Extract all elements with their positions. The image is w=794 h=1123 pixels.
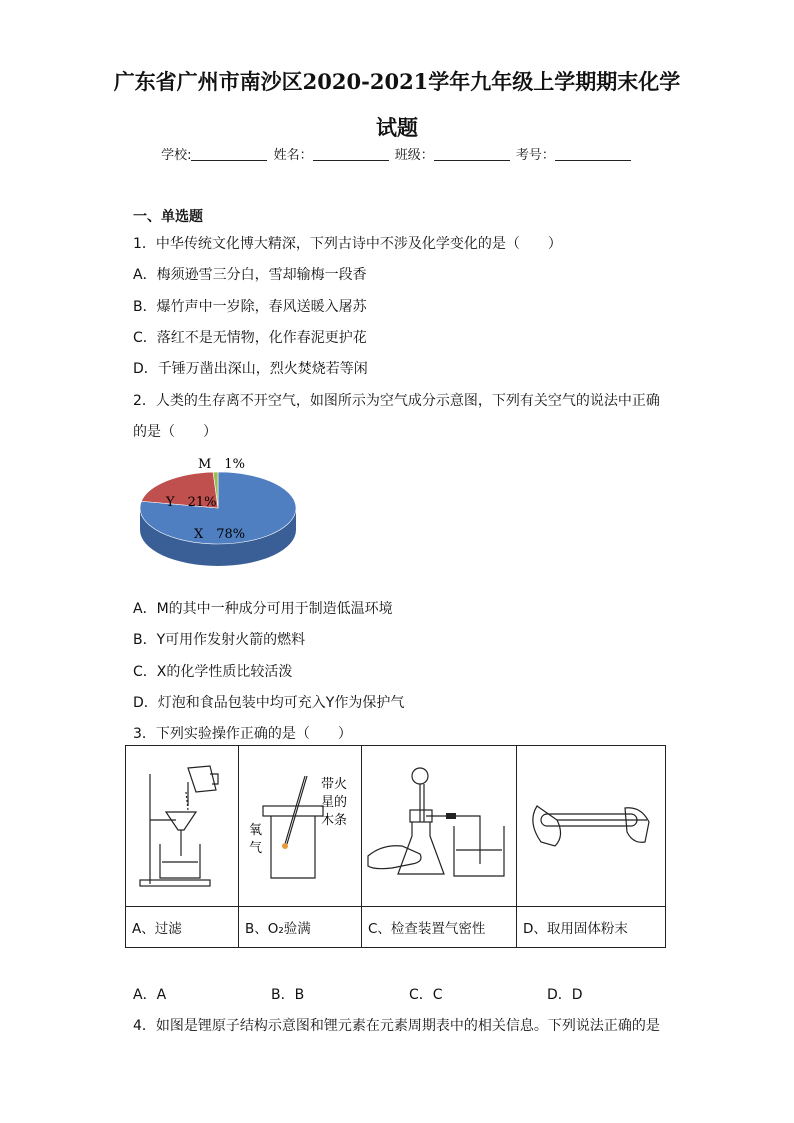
exam-title-line2: 试题: [376, 115, 418, 140]
number-blank: [555, 146, 631, 161]
ember-icon: [282, 843, 288, 849]
q3-stem: 3．下列实验操作正确的是（ ）: [133, 726, 352, 742]
student-info-row: [0, 144, 794, 163]
clip-icon: [446, 813, 456, 819]
q1-option-c: C．落红不是无情物，化作春泥更护花: [133, 330, 367, 346]
q1-option-a: A．梅须逊雪三分白，雪却输梅一段香: [133, 267, 367, 283]
q2-option-d: D．灯泡和食品包装中均可充入Y作为保护气: [133, 695, 405, 711]
figure-filtration: [126, 746, 239, 907]
q1-option-b: B．爆竹声中一岁除，春风送暖入屠苏: [133, 299, 367, 315]
oxygen-bottle-test-icon: [239, 746, 361, 902]
pie-label-x: X 78%: [194, 527, 246, 542]
caption-b: B、O₂验满: [239, 907, 362, 948]
figure-oxygen-test: [239, 746, 362, 907]
pie-label-y: Y 21%: [166, 495, 217, 510]
air-composition-pie-chart: [138, 452, 306, 582]
class-label: 班级：: [394, 148, 434, 163]
label-b-left-1: 氧: [249, 823, 263, 838]
q3-answer-a: A．A: [133, 987, 167, 1003]
q3-operations-table: [125, 745, 666, 948]
q2-option-b: B．Y可用作发射火箭的燃料: [133, 632, 306, 648]
number-label: 考号：: [515, 148, 555, 163]
label-b-right-2: 星的: [321, 795, 348, 810]
q3-answer-d: D．D: [547, 987, 583, 1003]
powder-transfer-icon: [517, 746, 665, 902]
pie-label-m: M 1%: [198, 457, 245, 472]
name-blank: [313, 146, 389, 161]
exam-title-line1: 广东省广州市南沙区2020-2021学年九年级上学期期末化学: [113, 69, 681, 94]
q2-stem-line2: 的是（ ）: [133, 424, 217, 440]
name-label: 姓名：: [273, 148, 313, 163]
school-label: 学校:: [161, 148, 192, 163]
caption-d: D、取用固体粉末: [517, 907, 666, 948]
q1-option-d: D．千锤万凿出深山，烈火焚烧若等闲: [133, 361, 368, 377]
section-heading: 一、单选题: [133, 209, 203, 225]
caption-c: C、检查装置气密性: [362, 907, 517, 948]
q3-answer-c: C．C: [409, 987, 443, 1003]
airtightness-check-icon: [362, 746, 516, 902]
q2-option-c: C．X的化学性质比较活泼: [133, 664, 293, 680]
q3-answer-b: B．B: [271, 987, 305, 1003]
figure-airtightness: [362, 746, 517, 907]
class-blank: [434, 146, 510, 161]
label-b-left-2: 气: [249, 841, 263, 856]
school-blank: [191, 146, 267, 161]
label-b-right-3: 木条: [321, 813, 348, 828]
q4-stem: 4．如图是锂原子结构示意图和锂元素在元素周期表中的相关信息。下列说法正确的是: [133, 1018, 660, 1034]
figure-powder: [517, 746, 666, 907]
label-b-right-1: 带火: [321, 777, 348, 792]
q2-option-a: A．M的其中一种成分可用于制造低温环境: [133, 601, 393, 617]
q2-stem-line1: 2．人类的生存离不开空气，如图所示为空气成分示意图，下列有关空气的说法中正确: [133, 393, 660, 409]
q1-stem: 1．中华传统文化博大精深，下列古诗中不涉及化学变化的是（ ）: [133, 236, 562, 252]
caption-a: A、过滤: [126, 907, 239, 948]
filtration-apparatus-icon: [126, 746, 238, 902]
